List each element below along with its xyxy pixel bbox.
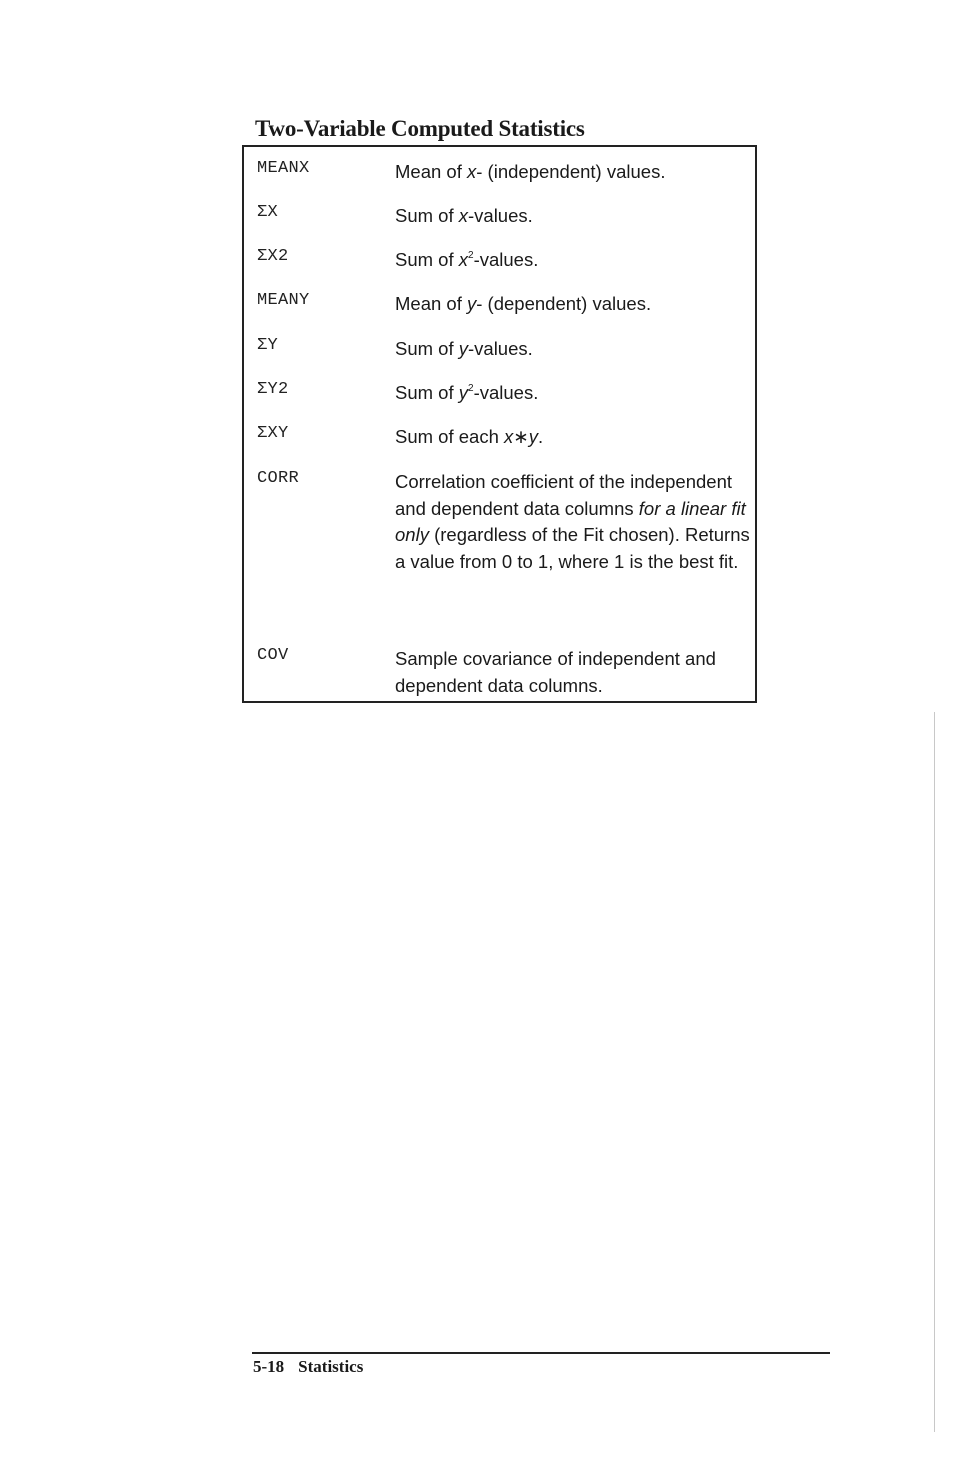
description: Mean of x- (independent) values. xyxy=(395,161,666,182)
page-footer xyxy=(253,1357,363,1377)
description: Correlation coefficient of the independent and dependent data columns for a linear fit only (regardless of the Fit chosen). Returns a value from 0 to 1, where 1 is the best fit. xyxy=(395,471,750,572)
description: Sum of y-values. xyxy=(395,338,533,359)
term-sum-x2: ΣX2 xyxy=(257,247,289,266)
term-sum-y2: ΣY2 xyxy=(257,380,289,399)
footer-rule xyxy=(252,1352,830,1354)
scan-edge-line xyxy=(934,712,935,1432)
description: Sum of x-values. xyxy=(395,205,533,226)
description: Mean of y- (dependent) values. xyxy=(395,293,652,314)
term-meanx: MEANX xyxy=(257,159,310,178)
description: Sum of $y^2$-values. xyxy=(395,382,539,403)
term-corr: CORR xyxy=(257,469,300,488)
section-title: Two-Variable Computed Statistics xyxy=(255,116,585,141)
description: Sum of $x^2$-values. xyxy=(395,249,539,270)
term-cov: COV xyxy=(257,646,289,665)
statistics-table xyxy=(242,145,757,703)
term-sum-xy: ΣXY xyxy=(257,424,289,443)
term-sum-y: ΣY xyxy=(257,336,279,355)
description: Sample covariance of independent and dependent data columns. xyxy=(395,648,716,696)
term-meany: MEANY xyxy=(257,291,310,310)
term-sum-x: ΣX xyxy=(257,203,279,222)
description: Sum of each x∗y. xyxy=(395,426,544,447)
section-name: Statistics xyxy=(298,1357,364,1376)
page-number: 5-18 xyxy=(253,1357,285,1376)
